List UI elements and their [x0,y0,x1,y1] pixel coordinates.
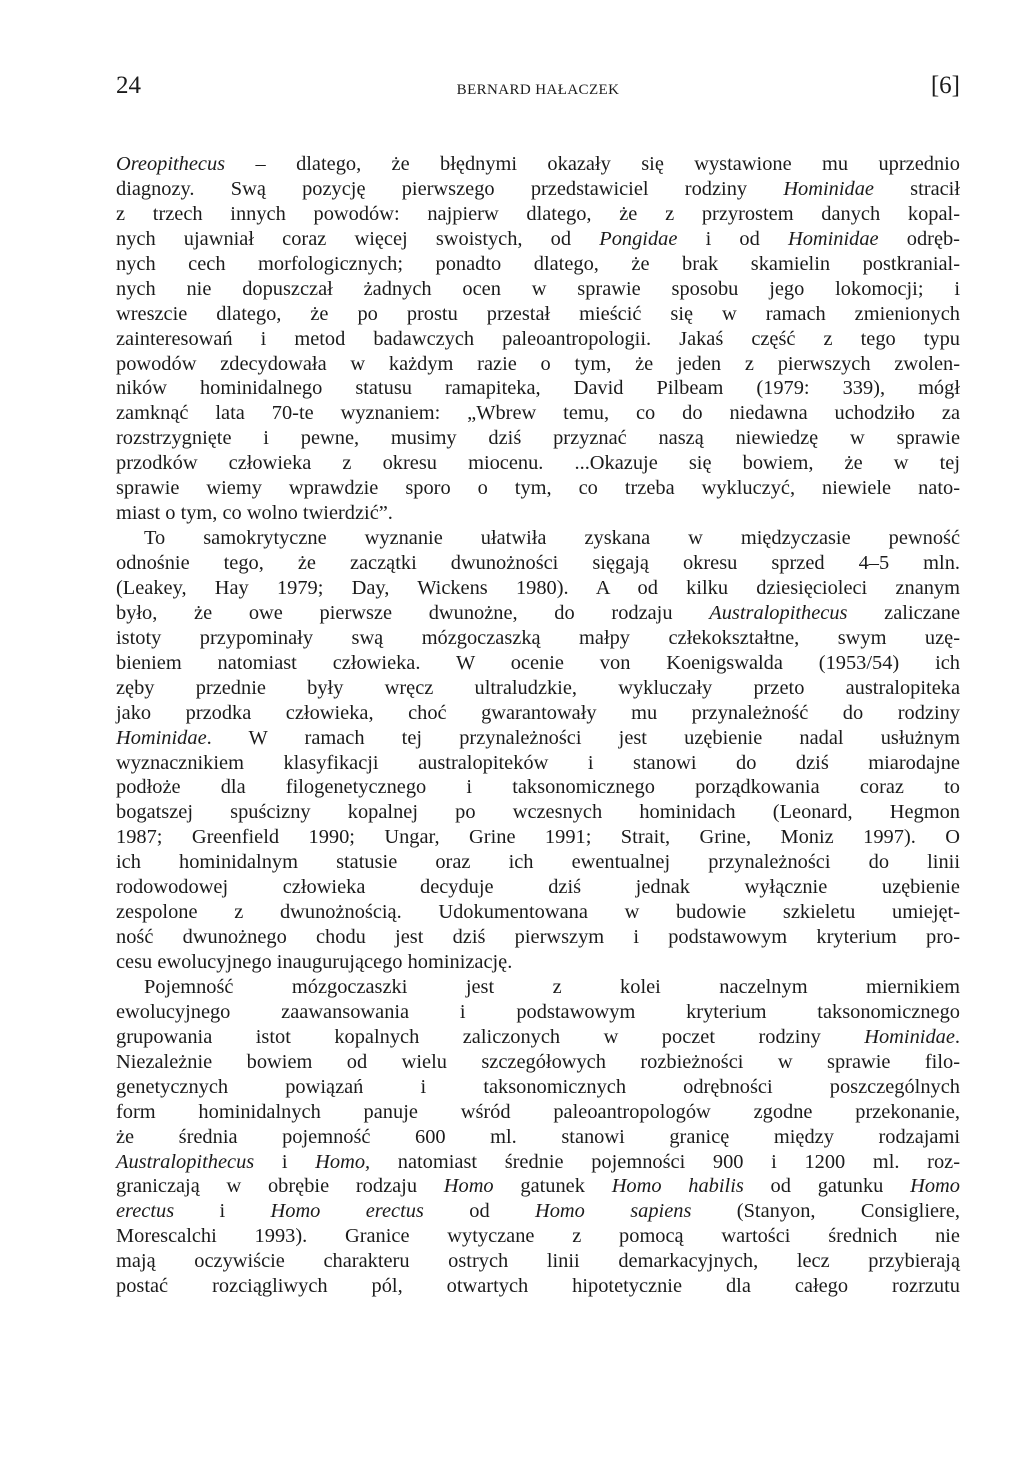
text-segment: (Leakey, Hay 1979; Day, Wickens 1980). A od kilku dziesięcioleci znanym [116,576,960,599]
page-number: 24 [116,72,141,99]
text-line [116,601,960,626]
text-line [116,875,960,900]
text-segment: od gatunku [743,1175,911,1198]
text-line [116,676,960,701]
text-line [116,701,960,726]
italic-term: Hominidae [783,177,874,200]
text-segment: zamknąć lata 70-te wyznaniem: „Wbrew temu, co do niedawna uchodziło za [116,402,960,425]
text-segment: powodów zdecydowała w każdym razie o tym, że jeden z pierwszych zwolen- [116,352,960,375]
text-segment: ich hominidalnym statusie oraz ich ewentualnej przynależności do linii [116,851,960,874]
text-line [116,1249,960,1274]
text-line [116,1224,960,1249]
text-line [116,900,960,925]
text-line [116,177,960,202]
text-segment: Niezależnie bowiem od wielu szczegółowych rozbieżności w sprawie filo- [116,1050,960,1073]
text-segment: ewolucyjnego zaawansowania i podstawowym kryterium taksonomicznego [116,1000,960,1023]
italic-term: erectus [116,1200,175,1223]
text-line [116,1125,960,1150]
running-head: BERNARD HAŁACZEK [456,82,620,98]
text-segment: gatunek [493,1175,612,1198]
text-line [116,975,960,1000]
text-line [116,152,960,177]
page-header [116,70,960,110]
text-segment: stracił [873,177,961,200]
text-line [116,327,960,352]
text-segment: cesu ewolucyjnego inaugurującego hominizację. [116,951,513,973]
text-line [116,227,960,252]
text-line [116,626,960,651]
text-segment: nych nie dopuszczał żadnych ocen w sprawie sposobu jego lokomocji; i [116,277,960,300]
text-segment: . [954,1025,960,1048]
text-segment: grupowania istot kopalnych zaliczonych w poczet rodziny [116,1025,865,1048]
text-segment: wyznacznikiem klasyfikacji australopiteków i stanowi do dziś miarodajne [116,751,960,774]
text-segment: genetycznych powiązań i taksonomicznych odrębności poszczególnych [116,1075,960,1098]
text-line [116,426,960,451]
italic-term: Homo [910,1175,960,1198]
text-line [116,202,960,227]
text-line [116,501,960,526]
text-segment: Pojemność mózgoczaszki jest z kolei naczelnym miernikiem [144,975,960,998]
text-segment: podłoże dla filogenetycznego i taksonomicznego porządkowania coraz to [116,776,960,799]
text-segment: form hominidalnych panuje wśród paleoantropologów zgodne przekonanie, [116,1100,960,1123]
text-segment: zaliczane [847,601,961,624]
text-segment: rozstrzygnięte i pewne, musimy dziś przyznać naszą niewiedzę w sprawie [116,427,960,450]
text-segment: 1987; Greenfield 1990; Ungar, Grine 1991; Strait, Grine, Moniz 1997). O [116,826,960,849]
text-line [116,376,960,401]
text-segment: zespolone z dwunożnością. Udokumentowana w budowie szkieletu umiejęt- [116,901,960,924]
text-segment: (Stanyon, Consigliere, [691,1200,960,1223]
text-segment: postać rozciągliwych pól, otwartych hipotetycznie dla całego rozrzutu [116,1275,960,1298]
text-line [116,277,960,302]
text-segment: że średnia pojemność 600 ml. stanowi granicę między rodzajami [116,1125,960,1148]
text-line [116,726,960,751]
text-segment: ność dwunożnego chodu jest dziś pierwszym i podstawowym kryterium pro- [116,926,960,949]
text-segment: jako przodka człowieka, choć gwarantowały mu przynależność do rodziny [116,701,960,724]
text-segment: graniczają w obrębie rodzaju [116,1175,444,1198]
text-segment: natomiast średnie pojemności 900 i 1200 ml. roz- [370,1150,960,1173]
text-segment: przodków człowieka z okresu miocenu. ...Okazuje się bowiem, że w tej [116,452,960,475]
text-segment: ników hominidalnego statusu ramapiteka, David Pilbeam (1979: 339), mógł [116,377,960,400]
text-segment: było, że owe pierwsze dwunożne, do rodzaju [116,601,710,624]
italic-term: Australopithecus [709,601,848,624]
text-line [116,1075,960,1100]
italic-term: Hominidae [787,227,879,250]
text-line [116,451,960,476]
text-line [116,526,960,551]
text-line [116,800,960,825]
text-segment: . W ramach tej przynależności jest uzębienie nadal usłużnym [206,726,960,749]
text-line [116,302,960,327]
text-line [116,1100,960,1125]
text-segment: rodowodowej człowieka decyduje dziś jednak wyłącznie uzębienie [116,876,960,899]
text-segment: i od [677,227,788,250]
text-segment: nych ujawniał coraz więcej swoistych, od [116,227,600,250]
italic-term: Oreopithecus [116,153,226,175]
text-segment: odręb- [878,227,960,250]
italic-term: Homo, [315,1150,371,1173]
text-line [116,1174,960,1199]
text-line [116,1025,960,1050]
text-segment: mają oczywiście charakteru ostrych linii demarkacyjnych, lecz przybierają [116,1250,960,1273]
text-line [116,252,960,277]
text-line [116,850,960,875]
text-segment: – dlatego, że błędnymi okazały się wystawione mu uprzednio [225,153,960,175]
text-segment: miast o tym, co wolno twierdzić”. [116,502,393,525]
text-segment: sprawie wiemy wprawdzie sporo o tym, co trzeba wykluczyć, niewiele nato- [116,477,960,500]
text-segment: bieniem natomiast człowieka. W ocenie von Koenigswalda (1953/54) ich [116,651,960,674]
italic-term: Australopithecus [116,1150,255,1173]
text-line [116,751,960,776]
italic-term: Homo erectus [270,1200,424,1223]
text-line [116,401,960,426]
italic-term: Hominidae [116,726,207,749]
text-line [116,651,960,676]
text-segment: zęby przednie były wręcz ultraludzkie, wykluczały przeto australopiteka [116,676,960,699]
italic-term: Homo habilis [611,1175,744,1198]
text-segment: od [423,1200,536,1223]
text-line [116,476,960,501]
text-line [116,1150,960,1175]
text-segment: bogatszej spuścizny kopalnej po wczesnych hominidach (Leonard, Hegmon [116,801,960,824]
text-line [116,1199,960,1224]
italic-term: Homo sapiens [535,1200,692,1223]
text-line [116,950,960,975]
section-number: [6] [930,72,960,99]
italic-term: Hominidae [864,1025,955,1048]
text-segment: zainteresowań i metod badawczych paleoantropologii. Jakaś część z tego typu [116,327,960,350]
text-segment: odnośnie tego, że zaczątki dwunożności sięgają okresu sprzed 4–5 mln. [116,552,960,574]
text-line [116,1050,960,1075]
text-segment: nych cech morfologicznych; ponadto dlatego, że brak skamielin postkranial- [116,252,960,275]
text-line [116,352,960,377]
text-segment: wreszcie dlatego, że po prostu przestał mieścić się w ramach zmienionych [116,302,960,325]
text-segment: i [174,1200,271,1223]
text-segment: z trzech innych powodów: najpierw dlatego, że z przyrostem danych kopal- [116,202,960,225]
text-segment: diagnozy. Swą pozycję pierwszego przedstawiciel rodziny [116,177,784,200]
text-line [116,1000,960,1025]
text-line [116,1274,960,1299]
italic-term: Pongidae [599,227,678,250]
text-line [116,775,960,800]
text-line [116,825,960,850]
text-segment: To samokrytyczne wyznanie ułatwiła zyskana w międzyczasie pewność [144,527,960,550]
text-segment: istoty przypominały swą mózgoczaszką małpy człekokształtne, swym uzę- [116,626,960,649]
text-segment: i [254,1150,316,1173]
text-line [116,576,960,601]
text-line [116,925,960,950]
body-text [116,152,960,1299]
text-segment: Morescalchi 1993). Granice wytyczane z pomocą wartości średnich nie [116,1225,960,1248]
italic-term: Homo [443,1175,494,1198]
text-line [116,551,960,576]
